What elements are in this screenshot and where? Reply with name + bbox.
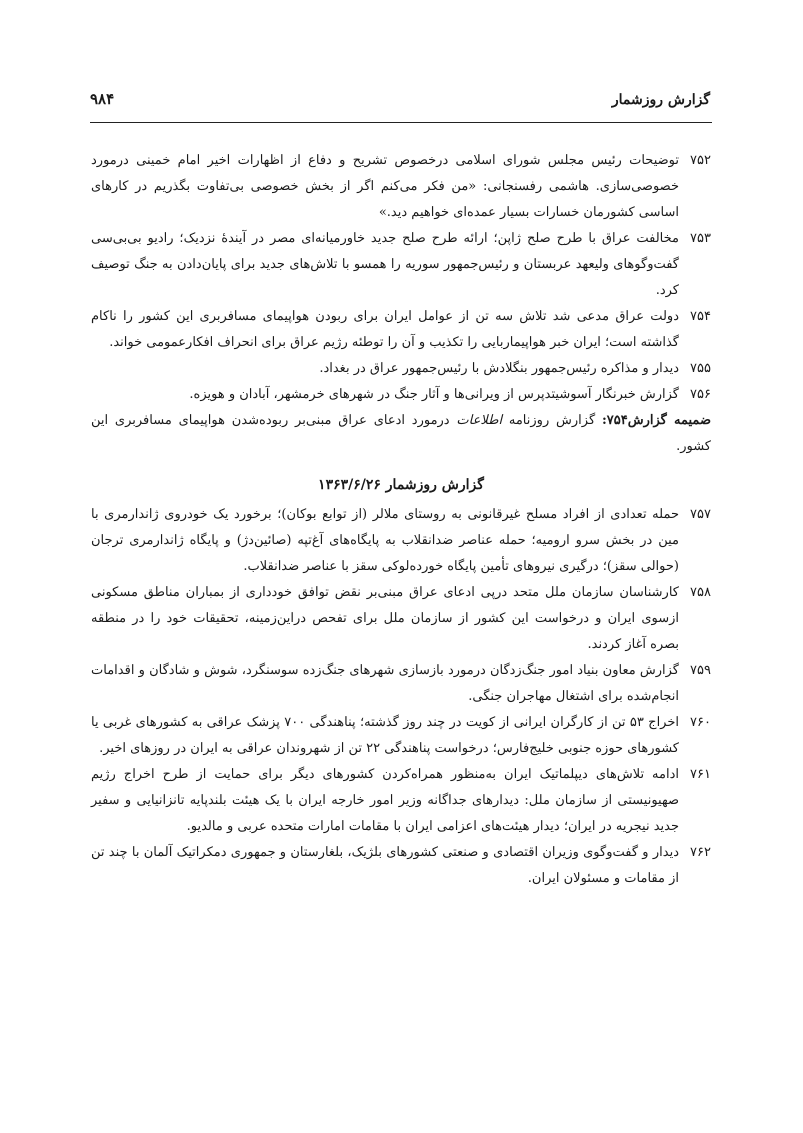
appendix-note [91, 408, 711, 460]
page-body [91, 148, 711, 892]
entry-number: ۷۶۰ [690, 715, 711, 730]
appendix-label: ضمیمه گزارش۷۵۴: [601, 413, 711, 428]
entry-text: گزارش خبرنگار آسوشیتدپرس از ویرانی‌ها و آثار جنگ در شهرهای خرمشهر، آبادان و هویزه. [189, 387, 679, 402]
page-number: ۹۸۴ [90, 90, 115, 108]
entry-762 [91, 840, 711, 892]
entry-759 [91, 658, 711, 710]
entry-text: اخراج ۵۳ تن از کارگران ایرانی از کویت در چند روز گذشته؛ پناهندگی ۷۰۰ پزشک عراقی به کشورهای غربی یا کشورهای حوزه جنوبی خلیج‌فارس؛ درخواست پناهندگی ۲۲ تن از شهروندان عراقی به ایران در روزهای اخیر. [91, 715, 679, 756]
entry-number: ۷۵۲ [690, 153, 711, 168]
entry-number: ۷۵۶ [690, 387, 711, 402]
section-heading: گزارش روزشمار ۱۳۶۳/۶/۲۶ [318, 477, 484, 493]
appendix-text-before: گزارش روزنامه [508, 413, 596, 428]
entry-number: ۷۵۷ [690, 507, 711, 522]
entry-number: ۷۶۲ [690, 845, 711, 860]
entry-text: گزارش معاون بنیاد امور جنگ‌زدگان درمورد بازسازی شهرهای جنگ‌زده سوسنگرد، شوش و شادگان و اقدامات انجام‌شده برای اشتغال مهاجران جنگی. [91, 663, 679, 704]
entry-number: ۷۵۳ [690, 231, 711, 246]
entry-753 [91, 226, 711, 304]
appendix-newspaper: اطلاعات [456, 413, 503, 428]
entry-760 [91, 710, 711, 762]
entry-text: دیدار و گفت‌وگوی وزیران اقتصادی و صنعتی کشورهای بلژیک، بلغارستان و جمهوری دمکراتیک آلمان با چند تن از مقامات و مسئولان ایران. [91, 845, 679, 886]
entry-761 [91, 762, 711, 840]
header-divider [90, 122, 712, 123]
entry-text: ادامه تلاش‌های دیپلماتیک ایران به‌منظور همراه‌کردن کشورهای دیگر برای حمایت از طرح اخراج رژیم صهیونیستی از سازمان ملل: دیدارهای جداگانه وزیر امور خارجه ایران با یک هیئت بلندپایه تانزانیایی و سفیر جدید نیجریه در ایران؛ دیدار هیئت‌های اعزامی ایران با مقامات امارات متحده عربی و مالدیو. [91, 767, 679, 834]
entry-number: ۷۵۸ [690, 585, 711, 600]
appendix-text-after: درمورد ادعای عراق مبنی‌بر ربوده‌شدن هواپیمای مسافربری این کشور. [91, 413, 711, 454]
entry-755 [91, 356, 711, 382]
page-header [90, 88, 710, 114]
entry-758 [91, 580, 711, 658]
entry-754 [91, 304, 711, 356]
entry-text: دولت عراق مدعی شد تلاش سه تن از عوامل ایران برای ربودن هواپیمای مسافربری این کشور را ناکام گذاشته است؛ ایران خبر هواپیماربایی را تکذیب و آن را توطئه رژیم عراق برای انحراف افکارعمومی خواند. [91, 309, 679, 350]
entry-text: مخالفت عراق با طرح صلح ژاپن؛ ارائه طرح صلح جدید خاورمیانه‌ای مصر در آیندهٔ نزدیک؛ رادیو بی‌بی‌سی گفت‌وگوهای ولیعهد عربستان و رئیس‌جمهور سوریه را همسو با تلاش‌های جدید برای پایان‌دادن به جنگ توصیف کرد. [91, 231, 679, 298]
entry-text: حمله تعدادی از افراد مسلح غیرقانونی به روستای ملالر (از توابع بوکان)؛ برخورد یک خودروی ژاندارمری با مین در بخش سرو ارومیه؛ حمله عناصر ضدانقلاب به پایگاه‌های آغ‌تپه (صائین‌دژ) و پایگاه ژاندارمری ترجان (حوالی سقز)؛ درگیری نیروهای تأمین پایگاه خورده‌لوکی سقز با عناصر ضدانقلاب. [91, 507, 679, 574]
entry-757 [91, 502, 711, 580]
entry-number: ۷۵۹ [690, 663, 711, 678]
entry-number: ۷۵۴ [690, 309, 711, 324]
entry-752 [91, 148, 711, 226]
entry-756 [91, 382, 711, 408]
entry-number: ۷۵۵ [690, 361, 711, 376]
running-title: گزارش روزشمار [611, 92, 710, 108]
entry-text: کارشناسان سازمان ملل متحد درپی ادعای عراق مبنی‌بر نقض توافق خودداری از بمباران مناطق مسکونی ازسوی ایران و درخواست این کشور از سازمان ملل برای تفحص دراین‌زمینه، تحقیقات خود را در منطقه بصره آغاز کردند. [91, 585, 679, 652]
entry-text: دیدار و مذاکره رئیس‌جمهور بنگلادش با رئیس‌جمهور عراق در بغداد. [319, 361, 679, 376]
entry-number: ۷۶۱ [690, 767, 711, 782]
entry-text: توضیحات رئیس مجلس شورای اسلامی درخصوص تشریح و دفاع از اظهارات اخیر امام خمینی درمورد خصوصی‌سازی. هاشمی رفسنجانی: «من فکر می‌کنم اگر از بخش خصوصی بی‌تفاوت بگذریم در کارهای اساسی کشورمان خسارات بسیار عمده‌ای خواهیم دید.» [91, 153, 679, 220]
